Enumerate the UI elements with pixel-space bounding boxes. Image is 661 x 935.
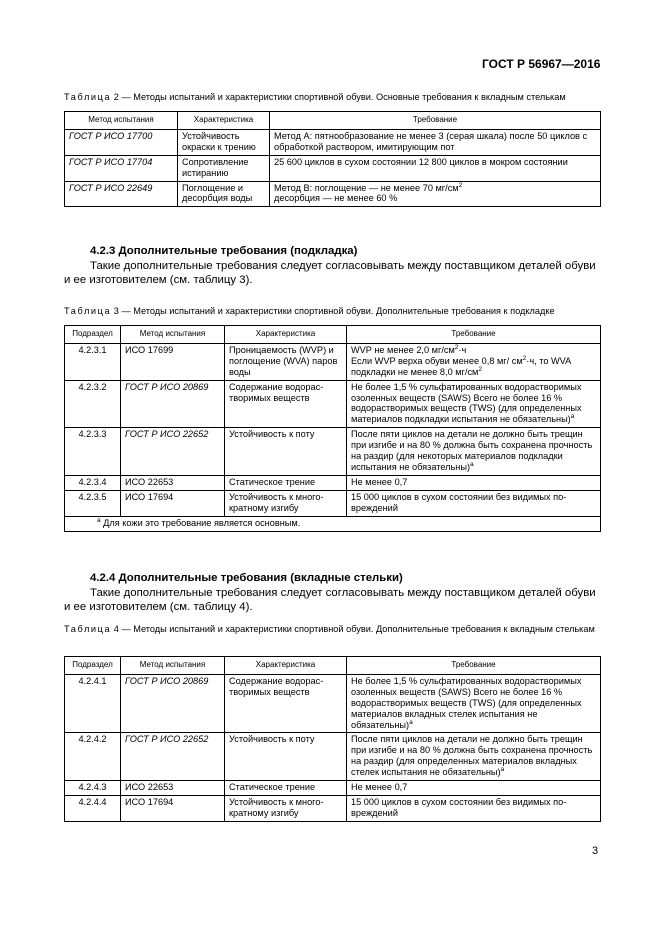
- subsection-cell: 4.2.3.2: [65, 380, 121, 428]
- table4-header-row: [65, 657, 601, 675]
- column-header: Требование: [347, 326, 601, 344]
- table4-caption-word: Таблица: [64, 624, 112, 634]
- subsection-cell: 4.2.3.3: [65, 428, 121, 476]
- table-row: [65, 380, 601, 428]
- table-row: [65, 490, 601, 516]
- characteristic-cell: Устойчивость к многократному изгибу: [225, 490, 347, 516]
- characteristic-cell: Поглощение и десорбция воды: [178, 181, 270, 207]
- method-cell: ИСО 22653: [121, 781, 225, 796]
- footnote-mark: a: [97, 516, 101, 524]
- table4-caption: [64, 624, 604, 636]
- method-cell: ГОСТ Р ИСО 17704: [65, 155, 178, 181]
- subsection-cell: 4.2.3.1: [65, 343, 121, 380]
- table4-caption-text: 4 — Методы испытаний и характеристики спортивной обуви. Дополнительные требования к вкладным стелькам: [111, 624, 595, 634]
- characteristic-cell: Содержание водорастворимых веществ: [225, 380, 347, 428]
- column-header: Подраздел: [65, 326, 121, 344]
- requirement-cell: Не менее 0,7: [347, 475, 601, 490]
- page-number: 3: [592, 845, 599, 857]
- table-row: [65, 781, 601, 796]
- requirement-cell: 15 000 циклов в сухом состоянии без видимых повреждений: [347, 490, 601, 516]
- table-row: [65, 155, 601, 181]
- subsection-cell: 4.2.4.2: [65, 733, 121, 781]
- table4: [64, 656, 601, 822]
- footnote-mark: a: [570, 413, 575, 421]
- footnote-mark: a: [409, 718, 413, 726]
- subsection-cell: 4.2.3.5: [65, 490, 121, 516]
- requirement-cell: Метод А: пятнообразование не менее 3 (серая шкала) после 50 циклов с обработкой раствором, имитирующим пот: [270, 129, 601, 155]
- method-cell: ГОСТ Р ИСО 17700: [65, 129, 178, 155]
- method-cell: ИСО 17694: [121, 490, 225, 516]
- requirement-cell: Не менее 0,7: [347, 781, 601, 796]
- characteristic-cell: Проницаемость (WVP) и поглощение (WVA) паров воды: [225, 343, 347, 380]
- subsection-cell: 4.2.3.4: [65, 475, 121, 490]
- characteristic-cell: Статическое трение: [225, 781, 347, 796]
- requirement-text: ·ч, то WVA подкладки не менее 8,0 мг/см: [351, 355, 571, 377]
- requirement-text: После пяти циклов на детали не должно быть трещин при изгибе и на 80 % должна быть сохранена прочность на раздир (для некоторых материалов подкладки испытания не обязательны): [351, 429, 593, 472]
- characteristic-cell: Устойчивость окраски к трению: [178, 129, 270, 155]
- requirement-cell: [347, 674, 601, 733]
- requirement-text: Метод B: поглощение — не менее 70 мг/см: [274, 182, 459, 193]
- column-header: Метод испытания: [121, 657, 225, 675]
- requirement-cell: 25 600 циклов в сухом состоянии 12 800 циклов в мокром состоянии: [270, 155, 601, 181]
- method-cell: ГОСТ Р ИСО 20869: [121, 380, 225, 428]
- table2-caption-text: 2 — Методы испытаний и характеристики спортивной обуви. Основные требования к вкладным стелькам: [111, 92, 566, 102]
- requirement-text: ·ч: [458, 344, 467, 355]
- superscript: 2: [454, 343, 459, 351]
- characteristic-cell: Устойчивость к поту: [225, 733, 347, 781]
- table-footnote: [65, 516, 601, 531]
- method-cell: ИСО 17699: [121, 343, 225, 380]
- table-row: [65, 428, 601, 476]
- footnote-text: Для кожи это требование является основным.: [100, 517, 301, 528]
- superscript: 2: [458, 181, 463, 189]
- table3-caption: [64, 306, 604, 318]
- table-row: [65, 129, 601, 155]
- section-4-2-4-title: 4.2.4 Дополнительные требования (вкладные стельки): [90, 572, 403, 584]
- table2: [64, 111, 601, 207]
- table-row: [65, 795, 601, 821]
- characteristic-cell: Устойчивость к многократному изгибу: [225, 795, 347, 821]
- characteristic-cell: Сопротивление истиранию: [178, 155, 270, 181]
- column-header: Требование: [347, 657, 601, 675]
- table-row: [65, 181, 601, 207]
- method-cell: ИСО 17694: [121, 795, 225, 821]
- requirement-text: Если WVP верха обуви менее 0,8 мг/ см: [351, 355, 523, 366]
- method-cell: ГОСТ Р ИСО 22652: [121, 733, 225, 781]
- table2-header-row: [65, 112, 601, 130]
- requirement-cell: [347, 733, 601, 781]
- column-header: Подраздел: [65, 657, 121, 675]
- table-row: [65, 733, 601, 781]
- table-row: [65, 475, 601, 490]
- requirement-text: После пяти циклов на детали не должно быть трещин при изгибе и на 80 % должна быть сохранена прочность на раздир (для определенных материалов вкладных стелек испытания не обязательны): [351, 734, 593, 778]
- requirement-cell: [347, 380, 601, 428]
- method-cell: ГОСТ Р ИСО 22652: [121, 428, 225, 476]
- table-row: [65, 343, 601, 380]
- column-header: Характеристика: [178, 112, 270, 130]
- requirement-text: десорбция — не менее 60 %: [274, 193, 398, 204]
- column-header: Характеристика: [225, 326, 347, 344]
- table3-caption-word: Таблица: [64, 306, 112, 316]
- superscript: 2: [478, 365, 482, 373]
- characteristic-cell: Содержание водорастворимых веществ: [225, 674, 347, 733]
- table3-caption-text: 3 — Методы испытаний и характеристики спортивной обуви. Дополнительные требования к подкладке: [111, 306, 555, 316]
- requirement-cell: [347, 343, 601, 380]
- column-header: Характеристика: [225, 657, 347, 675]
- requirement-cell: [347, 428, 601, 476]
- column-header: Требование: [270, 112, 601, 130]
- requirement-text: WVP не менее 2,0 мг/см: [351, 344, 455, 355]
- column-header: Метод испытания: [121, 326, 225, 344]
- requirement-text: Не более 1,5 % сульфатированных водорастворимых озоленных веществ (SAWS) Всего не более 16 % водорастворимых веществ (TWS) (для определенных материалов вкладных стелек испытания не обязательны): [351, 675, 582, 730]
- requirement-cell: 15 000 циклов в сухом состоянии без видимых повреждений: [347, 795, 601, 821]
- method-cell: ГОСТ Р ИСО 22649: [65, 181, 178, 207]
- method-cell: ГОСТ Р ИСО 20869: [121, 674, 225, 733]
- requirement-text: Не более 1,5 % сульфатированных водорастворимых озоленных веществ (SAWS) Всего не более 16 % водорастворимых веществ (TWS) (для определенных материалов подкладки испытания не обязательны): [351, 381, 582, 425]
- standard-number: ГОСТ Р 56967—2016: [482, 57, 601, 71]
- footnote-mark: a: [470, 460, 474, 468]
- table2-caption: [64, 92, 604, 104]
- table3: [64, 325, 601, 532]
- section-4-2-3-text: Такие дополнительные требования следует согласовывать между поставщиком деталей обуви и ее изготовителем (см. таблицу 3).: [64, 260, 596, 287]
- subsection-cell: 4.2.4.1: [65, 674, 121, 733]
- column-header: Метод испытания: [65, 112, 178, 130]
- table2-caption-word: Таблица: [64, 92, 112, 102]
- table-footnote-row: [65, 516, 601, 531]
- requirement-cell: [270, 181, 601, 207]
- method-cell: ИСО 22653: [121, 475, 225, 490]
- section-4-2-4-text: Такие дополнительные требования следует согласовывать между поставщиком деталей обуви и ее изготовителем (см. таблицу 4).: [64, 587, 596, 614]
- table3-header-row: [65, 326, 601, 344]
- characteristic-cell: Статическое трение: [225, 475, 347, 490]
- section-4-2-3-title: 4.2.3 Дополнительные требования (подкладка): [90, 245, 358, 257]
- superscript: 2: [522, 354, 527, 362]
- subsection-cell: 4.2.4.4: [65, 795, 121, 821]
- footnote-mark: a: [500, 766, 505, 774]
- subsection-cell: 4.2.4.3: [65, 781, 121, 796]
- table-row: [65, 674, 601, 733]
- characteristic-cell: Устойчивость к поту: [225, 428, 347, 476]
